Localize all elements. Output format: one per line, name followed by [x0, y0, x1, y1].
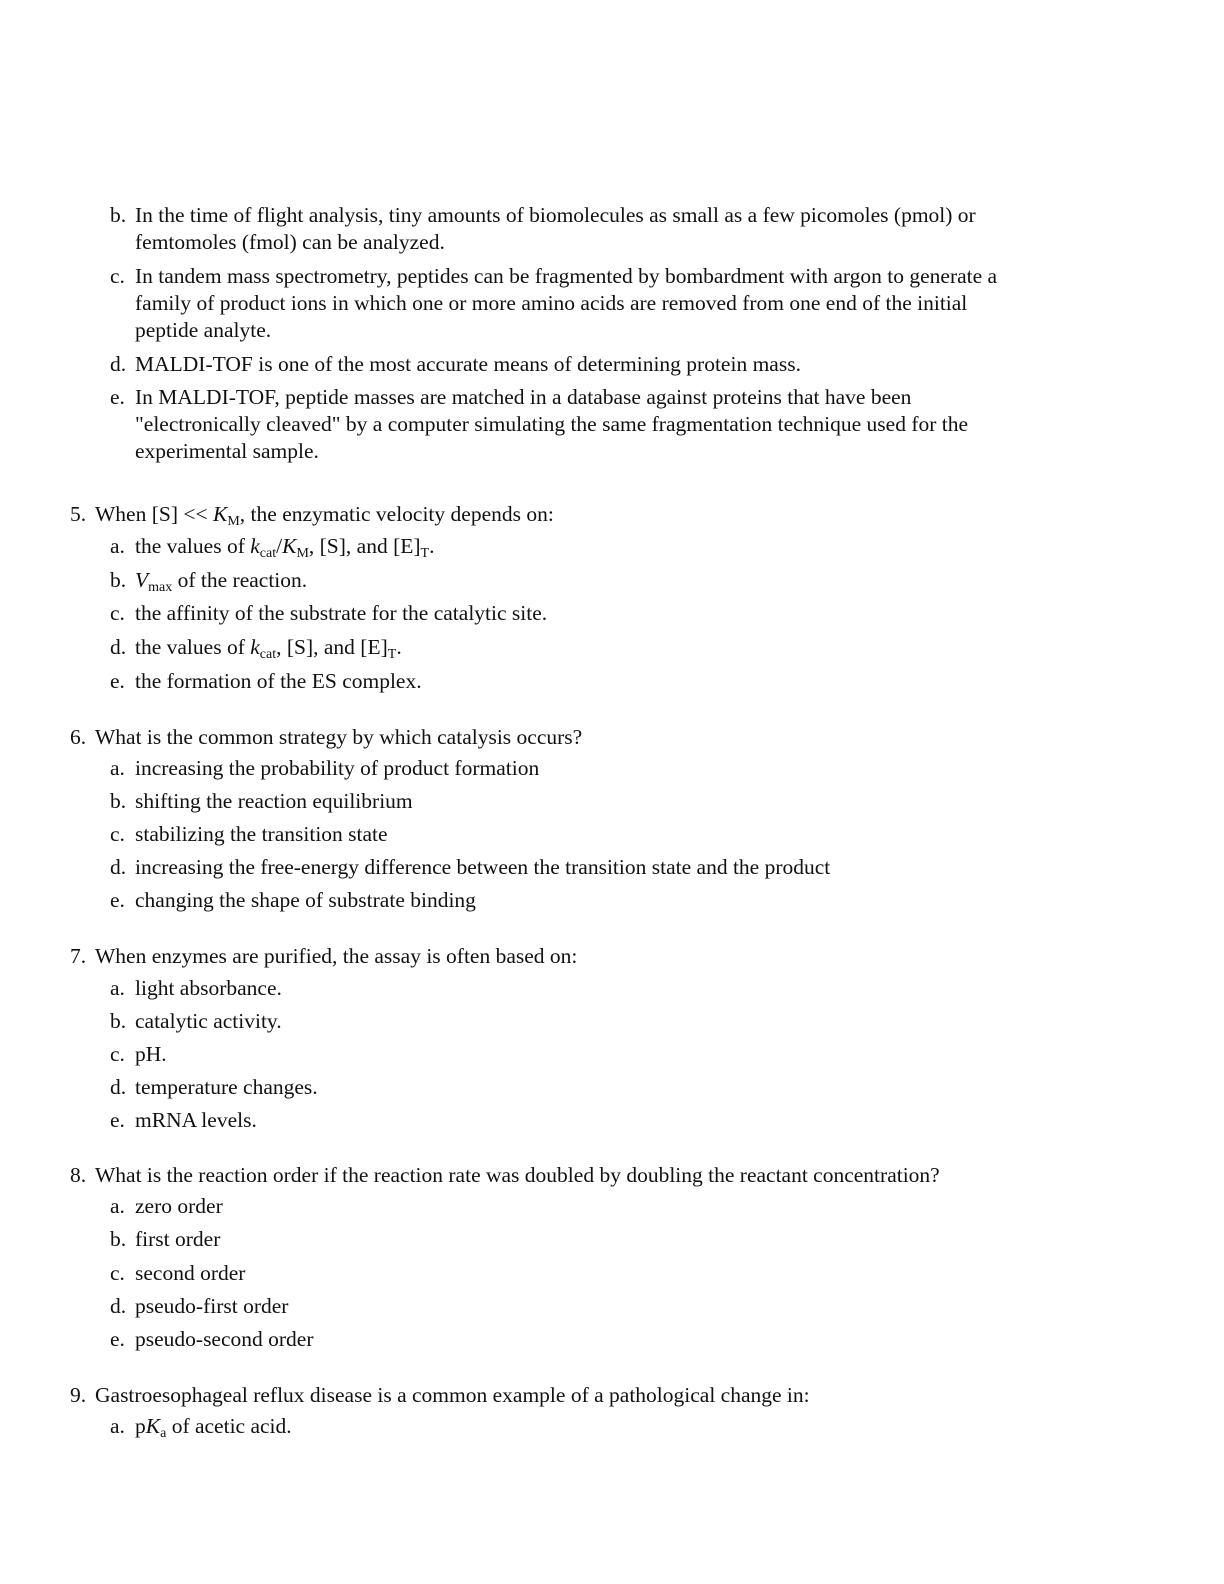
- subscript: cat: [259, 546, 277, 561]
- option-text: the formation of the ES complex.: [135, 669, 422, 693]
- text-part: the values of: [135, 635, 251, 659]
- text-part: , [S], and [E]: [276, 635, 388, 659]
- option-text: [135, 533, 434, 560]
- option-label: b.: [110, 789, 127, 813]
- option-line: In tandem mass spectrometry, peptides can be fragmented by bombardment with argon to generate a: [135, 264, 998, 288]
- option-line: femtomoles (fmol) can be analyzed.: [135, 230, 445, 254]
- option-label: d.: [110, 635, 127, 659]
- text-part: of acetic acid.: [166, 1414, 292, 1438]
- option-text: light absorbance.: [135, 976, 282, 1000]
- option-label: a.: [110, 976, 125, 1000]
- question-text: When enzymes are purified, the assay is often based on:: [95, 944, 578, 968]
- option-line: "electronically cleaved" by a computer simulating the same fragmentation technique used for the: [135, 412, 969, 436]
- subscript: cat: [259, 647, 277, 662]
- option-label: b.: [110, 1227, 127, 1251]
- text-part: the values of: [135, 534, 251, 558]
- option-label: b.: [110, 203, 127, 227]
- option-label: d.: [110, 1075, 127, 1099]
- stem-symbol: K: [213, 502, 228, 526]
- symbol: V: [135, 568, 149, 592]
- subscript: max: [148, 580, 173, 595]
- text-part: .: [429, 534, 435, 558]
- option-text: [135, 384, 968, 465]
- question-number: 8.: [70, 1163, 87, 1187]
- option-label: a.: [110, 1194, 125, 1218]
- option-label: a.: [110, 1414, 125, 1438]
- option-label: e.: [110, 1108, 125, 1132]
- text-part: /: [276, 534, 283, 558]
- option-label: c.: [110, 1042, 125, 1066]
- text-part: of the reaction.: [172, 568, 308, 592]
- text-part: , [S], and [E]: [308, 534, 421, 558]
- option-line: MALDI-TOF is one of the most accurate means of determining protein mass.: [135, 352, 801, 376]
- option-label: c.: [110, 822, 125, 846]
- text-part: p: [135, 1414, 146, 1438]
- option-label: b.: [110, 568, 127, 592]
- option-line: experimental sample.: [135, 439, 319, 463]
- question-text: What is the common strategy by which catalysis occurs?: [95, 725, 583, 749]
- option-text: stabilizing the transition state: [135, 822, 388, 846]
- symbol: k: [250, 534, 260, 558]
- option-text: [135, 634, 402, 661]
- option-label: e.: [110, 1327, 125, 1351]
- option-text: increasing the free-energy difference between the transition state and the product: [135, 855, 831, 879]
- option-label: e.: [110, 888, 125, 912]
- option-line: In MALDI-TOF, peptide masses are matched in a database against proteins that have been: [135, 385, 912, 409]
- option-label: c.: [110, 1261, 125, 1285]
- option-text: [135, 202, 976, 256]
- option-text: the affinity of the substrate for the catalytic site.: [135, 601, 548, 625]
- stem-subscript: M: [227, 514, 240, 529]
- option-text: pH.: [135, 1042, 167, 1066]
- option-label: a.: [110, 534, 125, 558]
- option-text: pseudo-second order: [135, 1327, 314, 1351]
- option-text: first order: [135, 1227, 221, 1251]
- symbol: k: [250, 635, 260, 659]
- question-text: Gastroesophageal reflux disease is a common example of a pathological change in:: [95, 1383, 810, 1407]
- option-text: [135, 263, 997, 344]
- question-number: 7.: [70, 944, 87, 968]
- option-text: zero order: [135, 1194, 223, 1218]
- question-number: 6.: [70, 725, 87, 749]
- stem-part: , the enzymatic velocity depends on:: [239, 502, 554, 526]
- option-line: family of product ions in which one or more amino acids are removed from one end of the initial: [135, 291, 968, 315]
- subscript: T: [387, 647, 397, 662]
- option-label: e.: [110, 669, 125, 693]
- option-text: temperature changes.: [135, 1075, 318, 1099]
- option-text: [135, 351, 801, 378]
- option-label: d.: [110, 352, 127, 376]
- option-label: a.: [110, 756, 125, 780]
- subscript: a: [160, 1426, 167, 1441]
- question-number: 9.: [70, 1383, 87, 1407]
- option-label: c.: [110, 264, 125, 288]
- subscript: T: [420, 546, 430, 561]
- option-line: peptide analyte.: [135, 318, 272, 342]
- option-text: pseudo-first order: [135, 1294, 289, 1318]
- option-text: [135, 567, 307, 594]
- option-label: c.: [110, 601, 125, 625]
- text-part: .: [396, 635, 402, 659]
- question-number: 5.: [70, 502, 87, 526]
- subscript: M: [296, 546, 309, 561]
- option-text: mRNA levels.: [135, 1108, 257, 1132]
- option-text: [135, 1413, 292, 1440]
- option-label: d.: [110, 855, 127, 879]
- stem-part: When [S] <<: [95, 502, 213, 526]
- symbol: K: [282, 534, 297, 558]
- option-text: increasing the probability of product formation: [135, 756, 540, 780]
- symbol: K: [145, 1414, 161, 1438]
- option-text: catalytic activity.: [135, 1009, 282, 1033]
- option-line: In the time of flight analysis, tiny amounts of biomolecules as small as a few picomoles (pmol) or: [135, 203, 976, 227]
- question-text: What is the reaction order if the reaction rate was doubled by doubling the reactant concentration?: [95, 1163, 940, 1187]
- question-text: [95, 501, 554, 528]
- option-text: changing the shape of substrate binding: [135, 888, 476, 912]
- option-label: b.: [110, 1009, 127, 1033]
- option-text: shifting the reaction equilibrium: [135, 789, 413, 813]
- option-label: e.: [110, 385, 125, 409]
- option-text: second order: [135, 1261, 246, 1285]
- option-label: d.: [110, 1294, 127, 1318]
